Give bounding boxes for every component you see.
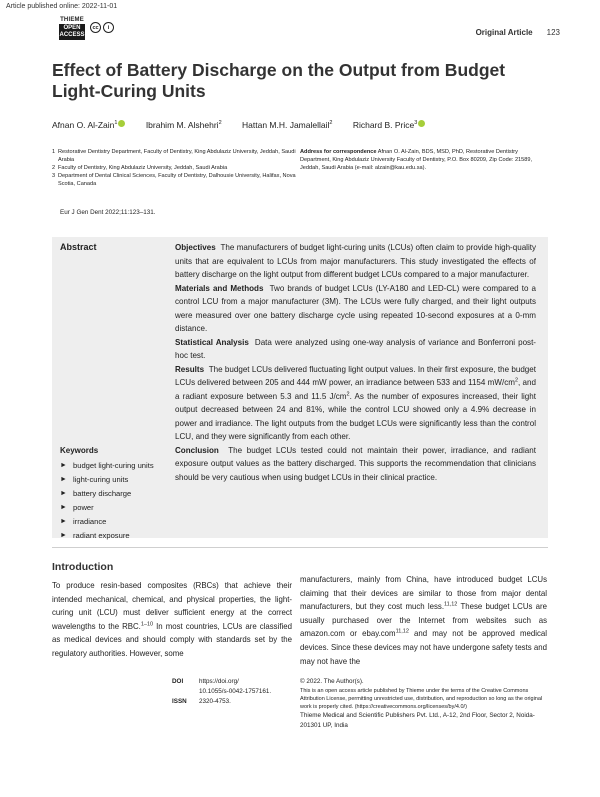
abstract-heading: Abstract <box>60 242 97 252</box>
license-block <box>300 677 550 731</box>
copyright-line: © 2022. The Author(s). <box>300 678 364 685</box>
affiliations <box>52 148 297 188</box>
abstract-objectives: Objectives The manufacturers of budget light-curing units (LCUs) often claim to provide high-quality units that are equivalent to LCUs from major manufacturers. This study investigated the effects of battery discharge on the light output from different budget LCUs compared to a major manufacturer. <box>175 243 536 279</box>
cc-icon: cc <box>90 22 101 33</box>
abstract-body <box>175 241 536 484</box>
author: Hattan M.H. Jamalellail$^2$ <box>242 120 333 130</box>
keyword-item: ► power <box>60 501 168 515</box>
publisher-address: Thieme Medical and Scientific Publishers Pvt. Ltd., A-12, 2nd Floor, Sector 2, Noida-201301 UP, India <box>300 712 535 729</box>
abstract-methods: Materials and Methods Two brands of budget LCUs (LY-A180 and LED-CL) were compared to a control LCU from a major manufacturer (3M). The LCUs were fully charged, and their light outputs were measured over one battery discharge cycle using repeated 10-second exposures at a 0-mm distance. <box>175 283 536 333</box>
keyword-item: ► irradiance <box>60 515 168 529</box>
running-header <box>476 28 560 37</box>
logo-open-text: OPEN <box>63 25 81 31</box>
intro-column-left: To produce resin-based composites (RBCs) that achieve their intended mechanical, chemical, and physical properties, the light-curing unit (LCU) must deliver sufficient energy at the correct wavelengths to the RBC.$^{1-10}$ In most countries, LCUs are classified as medical devices and should comply with standards set by the regulatory authorities. However, some <box>52 581 292 658</box>
creative-commons-icons <box>90 22 114 33</box>
keyword-item: ► budget light-curing units <box>60 459 168 473</box>
keyword-item: ► battery discharge <box>60 487 168 501</box>
affiliation: 1 Restorative Dentistry Department, Faculty of Dentistry, King Abdulaziz University, Jeddah, Saudi Arabia <box>52 149 296 163</box>
publication-date: Article published online: 2022-11-01 <box>6 3 118 10</box>
bullet-arrow-icon: ► <box>60 504 67 511</box>
attribution-icon: i <box>103 22 114 33</box>
author: Ibrahim M. Alshehri$^2$ <box>145 120 222 130</box>
abstract-results: Results The budget LCUs delivered fluctuating light output values. In their first exposure, the budget LCUs delivered between 205 and 444 mW power, an irradiance between 533 and 1154 $mW/cm^2$, and a radiant exposure between 5.3 and 11.5 $J/cm^2$. As the number of exposures increased, their light output decreased between 24 and 81%, while the control LCU showed only a 4.9% decrease in power and irradiance. The light outputs from the budget LCUs were significantly less than the control LCU, and they were significantly from each other. <box>175 364 536 441</box>
journal-citation: Eur J Gen Dent 2022;11:123–131. <box>60 209 156 216</box>
affiliation: 3 Department of Dental Clinical Sciences, Faculty of Dentistry, Dalhousie University, Halifax, Nova Scotia, Canada <box>52 173 296 187</box>
bullet-arrow-icon: ► <box>60 490 67 497</box>
correspondence-address: Address for correspondence Afnan O. Al-Zain, BDS, MSD, PhD, Restorative Dentistry Department, King Abdulaziz University Faculty of Dentistry, P.O. Box 80209, Zip Code: 21589, Jeddah, Saudi Arabia (e-mail: alzain@kau.edu.sa). <box>300 149 533 171</box>
article-title: Effect of Battery Discharge on the Output from Budget Light-Curing Units <box>52 60 506 101</box>
author: Afnan O. Al-Zain$^1$ <box>52 120 125 130</box>
keyword-item: ► light-curing units <box>60 473 168 487</box>
author: Richard B. Price$^3$ <box>353 120 425 130</box>
bullet-arrow-icon: ► <box>60 518 67 525</box>
license-text: This is an open access article published by Thieme under the terms of the Creative Commons Attribution License, permitting unrestricted use, distribution, and reproduction so long as the original work is properly cited. (https://creativecommons.org/licenses/by/4.0/) <box>300 688 543 710</box>
introduction-heading: Introduction <box>52 561 114 573</box>
keywords-heading: Keywords <box>60 446 99 455</box>
logo-open-access-badge <box>59 24 85 40</box>
page-number: 123 <box>546 28 560 37</box>
intro-column-right: manufacturers, mainly from China, have introduced budget LCUs claiming that their devices are similar to those from major dental manufacturers, but they cost much less.$^{11,12}$ These budget LCUs are usually purchased over the Internet from websites such as amazon.com or ebay.com$^{11,12}$ and may not be approved medical devices. Since these devices may not have undergone safety tests and may not have the <box>300 575 547 666</box>
doi-link[interactable]: https://doi.org/ <box>199 678 239 685</box>
author-list <box>52 120 443 130</box>
thieme-open-access-logo <box>59 17 85 40</box>
bullet-arrow-icon: ► <box>60 532 67 539</box>
affiliation: 2 Faculty of Dentistry, King Abdulaziz University, Jeddah, Saudi Arabia <box>52 165 228 171</box>
section-label: Original Article <box>475 28 533 37</box>
keyword-list <box>60 459 168 543</box>
logo-access-text: ACCESS <box>59 32 85 38</box>
doi-block: DOI https://doi.org/ 10.1055/s-0042-1757161. ISSN 2320-4753. <box>172 678 272 705</box>
abstract-conclusion: Conclusion The budget LCUs tested could not maintain their power, irradiance, and radiant exposure output values as the battery discharged. This supports the recommendation that clinicians should be very cautious when using budget LCUs in their clinical practice. <box>175 445 536 482</box>
bullet-arrow-icon: ► <box>60 476 67 483</box>
orcid-icon[interactable] <box>118 120 125 127</box>
section-divider <box>52 547 548 548</box>
abstract-statistics: Statistical Analysis Data were analyzed using one-way analysis of variance and Bonferroni post-hoc test. <box>175 337 536 360</box>
logo-thieme-text: THIEME <box>60 17 84 23</box>
orcid-icon[interactable] <box>418 120 425 127</box>
bullet-arrow-icon: ► <box>60 462 67 469</box>
keyword-item: ► radiant exposure <box>60 529 168 543</box>
